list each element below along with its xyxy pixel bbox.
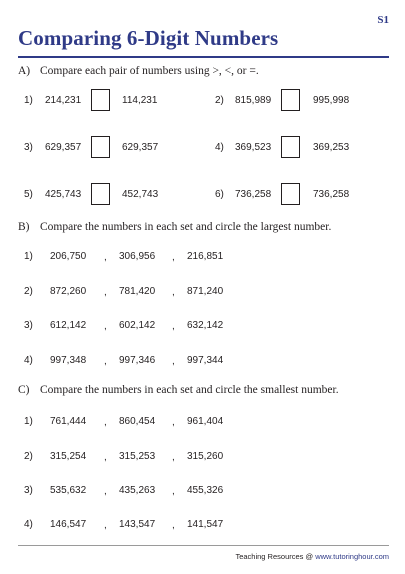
b2-value-2[interactable]: 781,420	[119, 286, 156, 297]
c2-number: 2)	[24, 451, 33, 462]
b2-value-3[interactable]: 871,240	[187, 286, 224, 297]
c3-separator-1: ,	[104, 486, 107, 497]
a3-right-value: 629,357	[122, 142, 159, 153]
footer-rule	[18, 545, 389, 546]
c4-value-3[interactable]: 141,547	[187, 519, 224, 530]
a1-right-value: 114,231	[122, 95, 158, 106]
page-title: Comparing 6-Digit Numbers	[18, 26, 279, 50]
c1-separator-1: ,	[104, 417, 107, 428]
b2-separator-1: ,	[104, 287, 107, 298]
b2-number: 2)	[24, 286, 33, 297]
section-b-letter: B)	[18, 221, 30, 233]
b1-number: 1)	[24, 251, 33, 262]
b3-separator-1: ,	[104, 321, 107, 332]
c1-value-2[interactable]: 860,454	[119, 416, 156, 427]
a1-number: 1)	[24, 95, 33, 106]
c4-separator-2: ,	[172, 520, 175, 531]
a4-number: 4)	[215, 142, 224, 153]
section-b-instruction: Compare the numbers in each set and circle the largest number.	[40, 221, 332, 233]
c3-value-1[interactable]: 535,632	[50, 485, 87, 496]
section-a-letter: A)	[18, 65, 31, 77]
c1-number: 1)	[24, 416, 33, 427]
c4-value-2[interactable]: 143,547	[119, 519, 156, 530]
title-underline	[18, 56, 389, 58]
c4-value-1[interactable]: 146,547	[50, 519, 87, 530]
a2-left-value: 815,989	[235, 95, 272, 106]
b2-separator-2: ,	[172, 287, 175, 298]
section-c-instruction: Compare the numbers in each set and circle the smallest number.	[40, 384, 339, 396]
section-b-heading	[18, 221, 331, 233]
footer	[235, 552, 389, 561]
c1-value-1[interactable]: 761,444	[50, 416, 87, 427]
b1-value-3[interactable]: 216,851	[187, 251, 224, 262]
a6-right-value: 736,258	[313, 189, 350, 200]
a6-left-value: 736,258	[235, 189, 272, 200]
section-a-heading	[18, 65, 259, 77]
c1-value-3[interactable]: 961,404	[187, 416, 224, 427]
a2-answer-box[interactable]	[281, 89, 300, 111]
c2-value-2[interactable]: 315,253	[119, 451, 156, 462]
section-c-heading	[18, 384, 339, 396]
a5-number: 5)	[24, 189, 33, 200]
a5-right-value: 452,743	[122, 189, 159, 200]
b3-value-1[interactable]: 612,142	[50, 320, 87, 331]
a2-right-value: 995,998	[313, 95, 350, 106]
footer-site-link[interactable]: www.tutoringhour.com	[315, 552, 389, 561]
page-id: S1	[377, 14, 389, 26]
c4-number: 4)	[24, 519, 33, 530]
b3-value-2[interactable]: 602,142	[119, 320, 156, 331]
c3-separator-2: ,	[172, 486, 175, 497]
c3-value-2[interactable]: 435,263	[119, 485, 156, 496]
b3-number: 3)	[24, 320, 33, 331]
c3-value-3[interactable]: 455,326	[187, 485, 224, 496]
c4-separator-1: ,	[104, 520, 107, 531]
section-c-letter: C)	[18, 384, 30, 396]
b1-value-1[interactable]: 206,750	[50, 251, 87, 262]
b1-separator-1: ,	[104, 252, 107, 263]
b2-value-1[interactable]: 872,260	[50, 286, 87, 297]
b1-value-2[interactable]: 306,956	[119, 251, 156, 262]
a1-left-value: 214,231	[45, 95, 82, 106]
a6-answer-box[interactable]	[281, 183, 300, 205]
c2-separator-1: ,	[104, 452, 107, 463]
a3-left-value: 629,357	[45, 142, 82, 153]
a3-number: 3)	[24, 142, 33, 153]
a2-number: 2)	[215, 95, 224, 106]
b3-separator-2: ,	[172, 321, 175, 332]
a4-right-value: 369,253	[313, 142, 350, 153]
c2-value-3[interactable]: 315,260	[187, 451, 224, 462]
a4-left-value: 369,523	[235, 142, 272, 153]
a3-answer-box[interactable]	[91, 136, 110, 158]
a5-left-value: 425,743	[45, 189, 82, 200]
a5-answer-box[interactable]	[91, 183, 110, 205]
b4-value-3[interactable]: 997,344	[187, 355, 224, 366]
a4-answer-box[interactable]	[281, 136, 300, 158]
c1-separator-2: ,	[172, 417, 175, 428]
b4-number: 4)	[24, 355, 33, 366]
a6-number: 6)	[215, 189, 224, 200]
c2-value-1[interactable]: 315,254	[50, 451, 87, 462]
footer-prefix: Teaching Resources @	[235, 552, 314, 561]
b3-value-3[interactable]: 632,142	[187, 320, 224, 331]
a1-answer-box[interactable]	[91, 89, 110, 111]
section-a-instruction: Compare each pair of numbers using >, <, or =.	[40, 65, 259, 77]
b4-separator-1: ,	[104, 356, 107, 367]
b4-value-1[interactable]: 997,348	[50, 355, 87, 366]
b4-separator-2: ,	[172, 356, 175, 367]
b1-separator-2: ,	[172, 252, 175, 263]
c3-number: 3)	[24, 485, 33, 496]
c2-separator-2: ,	[172, 452, 175, 463]
b4-value-2[interactable]: 997,346	[119, 355, 156, 366]
